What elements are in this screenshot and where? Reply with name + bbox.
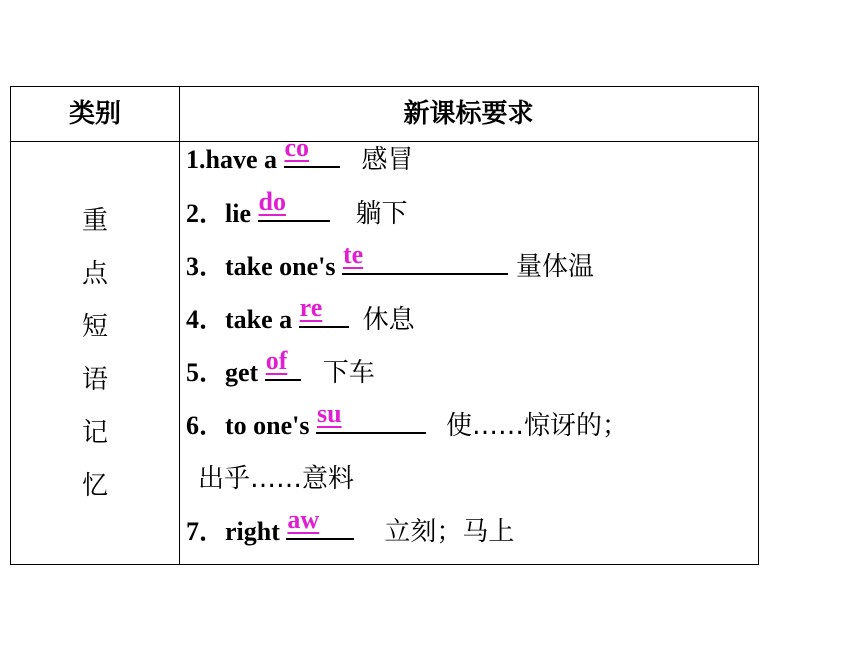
phrase-text: 2．lie bbox=[186, 199, 258, 228]
phrase-row-1 bbox=[186, 133, 414, 180]
category-char: 语 bbox=[81, 365, 108, 395]
category-char: 重 bbox=[81, 206, 108, 236]
fill-blank[interactable] bbox=[286, 505, 354, 540]
phrase-text: 5．get bbox=[186, 358, 265, 387]
phrase-meaning: 立刻；马上 bbox=[384, 517, 515, 547]
answer-hint: co bbox=[284, 133, 310, 162]
phrase-meaning: 使……惊讶的； bbox=[446, 411, 629, 441]
fill-blank[interactable] bbox=[284, 133, 340, 168]
answer-hint: re bbox=[299, 293, 323, 322]
answer-hint: su bbox=[317, 399, 342, 428]
category-cell bbox=[11, 195, 179, 513]
header-category: 类别 bbox=[68, 99, 121, 129]
phrase-text: 4．take a bbox=[186, 305, 299, 334]
phrase-text: 1.have a bbox=[186, 145, 284, 174]
fill-blank[interactable] bbox=[316, 399, 426, 434]
column-divider bbox=[179, 87, 180, 564]
phrase-row-6 bbox=[186, 399, 629, 446]
phrase-text: 7．right bbox=[186, 517, 287, 546]
phrase-text: 3．take one's bbox=[186, 252, 343, 281]
category-char: 忆 bbox=[81, 471, 108, 501]
phrase-meaning: 休息 bbox=[362, 305, 415, 335]
category-char: 短 bbox=[81, 312, 108, 342]
phrase-row-7 bbox=[186, 505, 515, 552]
header-requirement: 新课标要求 bbox=[403, 99, 534, 129]
answer-hint: of bbox=[265, 346, 288, 375]
phrase-meaning: 躺下 bbox=[355, 199, 408, 229]
category-char: 点 bbox=[81, 259, 108, 289]
phrase-meaning: 感冒 bbox=[361, 145, 414, 175]
phrase-row-2 bbox=[186, 187, 408, 234]
phrase-row-5 bbox=[186, 346, 375, 393]
phrase-text: 6．to one's bbox=[186, 411, 317, 440]
phrase-row-6-continued: 出乎……意料 bbox=[198, 464, 355, 494]
answer-hint: aw bbox=[287, 505, 320, 534]
answer-hint: te bbox=[343, 240, 364, 269]
fill-blank[interactable] bbox=[265, 346, 301, 381]
phrase-meaning: 量体温 bbox=[516, 252, 595, 282]
phrase-meaning: 下车 bbox=[322, 358, 375, 388]
phrase-row-4 bbox=[186, 293, 415, 340]
fill-blank[interactable] bbox=[299, 293, 349, 328]
fill-blank[interactable] bbox=[258, 187, 330, 222]
category-char: 记 bbox=[81, 418, 108, 448]
phrase-row-3 bbox=[186, 240, 595, 287]
fill-blank[interactable] bbox=[342, 240, 508, 275]
answer-hint: do bbox=[258, 187, 286, 216]
